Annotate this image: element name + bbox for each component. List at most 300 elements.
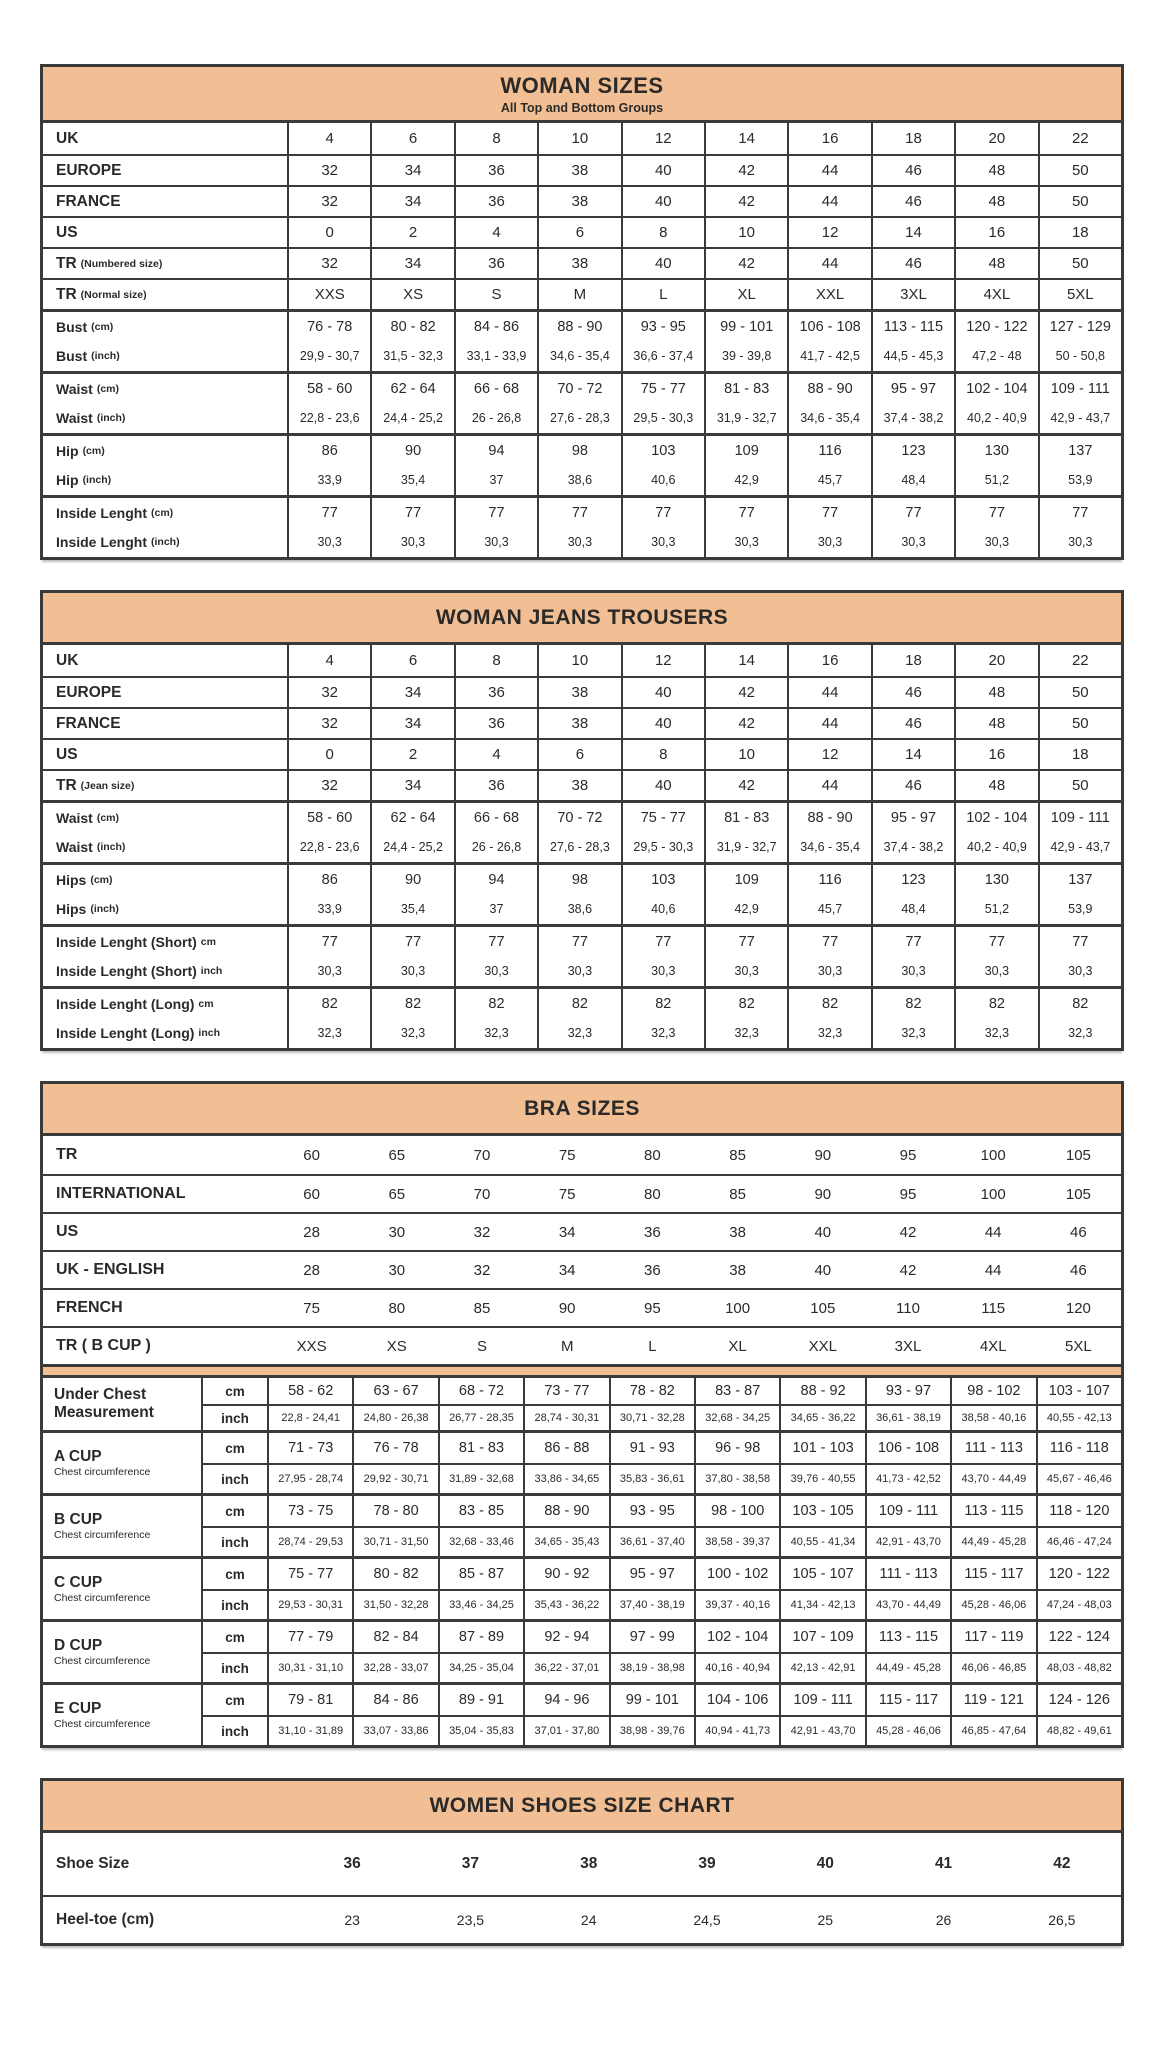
- shoes-header: [43, 1781, 1121, 1833]
- row-label-line: [56, 865, 113, 895]
- shoe-value: 26,5: [1048, 1912, 1076, 1928]
- size-value-pair-cell: [1038, 436, 1121, 495]
- row-label-text: TR: [56, 254, 77, 272]
- value-cm: 66 - 68: [473, 809, 520, 826]
- value-inch: 30,3: [984, 535, 1010, 550]
- size-value-pair-cell: [787, 312, 870, 371]
- bra-size-value: 95: [644, 1299, 661, 1317]
- value-inch: 28,74 - 29,53: [267, 1528, 352, 1556]
- size-value-cell: 12: [621, 645, 704, 676]
- size-value-pair-cell: [787, 865, 870, 924]
- size-value-cell: 4: [454, 218, 537, 247]
- size-value-cell: 6: [370, 645, 453, 676]
- value-inch: 27,6 - 28,3: [550, 411, 610, 426]
- value-cm: 75 - 77: [640, 380, 686, 397]
- value-cm: 76 - 78: [307, 318, 353, 335]
- size-value-pair-cell: [787, 498, 870, 557]
- size-value-cell: 42: [704, 709, 787, 738]
- bra-size-value: 95: [899, 1185, 917, 1203]
- value-inch: 31,10 - 31,89: [267, 1717, 352, 1745]
- cup-label: [43, 1559, 203, 1619]
- row-label-text: TR: [56, 285, 77, 303]
- cup-row: [203, 1404, 1121, 1430]
- bra-size-value: 90: [814, 1185, 832, 1203]
- size-value-cell: 48: [954, 187, 1037, 216]
- size-value-pair-cell: [704, 374, 787, 433]
- size-row: [43, 154, 1121, 185]
- size-value-pair-cell: [787, 927, 870, 986]
- cup-label: [43, 1378, 203, 1430]
- bra-size-value: XXL: [808, 1337, 837, 1355]
- value-inch: 45,28 - 46,06: [865, 1717, 950, 1745]
- size-value-cell: M: [537, 280, 620, 309]
- value-inch: 41,7 - 42,5: [800, 349, 860, 364]
- value-cm: 73 - 75: [267, 1496, 352, 1526]
- size-value-pair-cell: [1038, 803, 1121, 862]
- size-value-cell: 36: [454, 249, 537, 278]
- row-label-line: [56, 895, 119, 925]
- size-value-cell: 38: [537, 709, 620, 738]
- value-inch: 36,22 - 37,01: [523, 1654, 608, 1682]
- value-inch: 30,3: [651, 535, 676, 550]
- value-inch: 31,9 - 32,7: [716, 411, 777, 426]
- shoe-value: 24,5: [693, 1912, 721, 1928]
- value-cm: 81 - 83: [724, 809, 770, 826]
- row-label-text: US: [56, 223, 78, 241]
- size-value-pair-cell: [537, 436, 620, 495]
- size-value-cell: 40: [621, 249, 704, 278]
- value-cm: 102 - 104: [966, 380, 1028, 397]
- value-inch: 45,7: [817, 902, 843, 917]
- row-label-line: [56, 989, 214, 1019]
- value-inch: 36,6 - 37,4: [633, 349, 694, 364]
- size-row-group: [43, 986, 1121, 1048]
- bra-size-value: 30: [388, 1261, 406, 1279]
- size-value-cell: 36: [454, 771, 537, 800]
- bra-size-value: 100: [725, 1299, 751, 1317]
- row-label-text: Inside Lenght (Long): [56, 995, 195, 1012]
- value-cm: 98 - 100: [694, 1496, 779, 1526]
- size-value-pair-cell: [537, 989, 620, 1048]
- value-cm: 109: [734, 442, 759, 459]
- table-bra-sizes: [40, 1081, 1124, 1748]
- value-cm: 98: [571, 442, 588, 459]
- value-inch: 45,7: [817, 473, 843, 488]
- value-inch: 27,95 - 28,74: [267, 1465, 352, 1493]
- size-value-cell: 44: [787, 187, 870, 216]
- value-cm: 62 - 64: [390, 809, 436, 826]
- value-inch: 40,2 - 40,9: [967, 411, 1027, 426]
- size-value-cell: 22: [1038, 645, 1121, 676]
- size-value-cell: 48: [954, 156, 1037, 185]
- row-label-text: Bust: [56, 348, 88, 365]
- size-value-pair-cell: [954, 989, 1037, 1048]
- row-label: [43, 436, 287, 495]
- value-cm: 102 - 104: [966, 809, 1028, 826]
- unit-label: cm: [225, 1383, 245, 1399]
- value-inch: 45,28 - 46,06: [950, 1591, 1035, 1619]
- size-row-group: [43, 433, 1121, 495]
- value-cm: 113 - 115: [950, 1496, 1035, 1526]
- value-inch: 42,13 - 42,91: [779, 1654, 864, 1682]
- size-value-cell: 0: [287, 740, 370, 769]
- row-label-unit: (inch): [96, 412, 126, 425]
- jeans-title: WOMAN JEANS TROUSERS: [435, 605, 729, 629]
- size-row: [43, 216, 1121, 247]
- value-cm: 116: [818, 871, 842, 888]
- value-inch: 32,68 - 34,25: [694, 1406, 779, 1430]
- value-cm: 120 - 122: [1036, 1559, 1121, 1589]
- row-label-unit: (cm): [82, 444, 105, 457]
- value-cm: 94 - 96: [523, 1685, 608, 1715]
- value-cm: 109 - 111: [1050, 809, 1110, 826]
- shoe-value: 23: [344, 1912, 360, 1928]
- value-inch: 35,43 - 36,22: [523, 1591, 608, 1619]
- size-value-pair-cell: [871, 374, 954, 433]
- size-value-cell: 10: [704, 218, 787, 247]
- value-cm: 124 - 126: [1036, 1685, 1121, 1715]
- value-cm: 97 - 99: [609, 1622, 694, 1652]
- row-label: [43, 709, 287, 738]
- unit-label: cm: [225, 1629, 245, 1645]
- row-label-text: Waist: [56, 410, 93, 427]
- size-value-pair-cell: [370, 989, 453, 1048]
- row-label: FRENCH: [56, 1299, 123, 1316]
- size-value-cell: 50: [1038, 187, 1121, 216]
- value-cm: 58 - 60: [307, 380, 353, 397]
- row-label-unit: (inch): [82, 474, 112, 487]
- bra-measurement-groups: [43, 1378, 1121, 1745]
- value-inch: 31,5 - 32,3: [383, 349, 443, 364]
- bra-size-value: 90: [814, 1146, 832, 1164]
- value-inch: 39 - 39,8: [722, 349, 772, 364]
- unit-label: cm: [225, 1692, 245, 1708]
- value-cm: 85 - 87: [438, 1559, 523, 1589]
- value-inch: 32,68 - 33,46: [438, 1528, 523, 1556]
- size-value-pair-cell: [704, 865, 787, 924]
- row-label-unit: (Numbered size): [80, 257, 163, 270]
- bra-size-value: 85: [473, 1299, 491, 1317]
- value-inch: 33,86 - 34,65: [523, 1465, 608, 1493]
- bra-size-value: 95: [899, 1146, 917, 1164]
- shoe-value: 23,5: [456, 1912, 485, 1928]
- value-inch: 42,9 - 43,7: [1050, 411, 1111, 426]
- row-label-unit: (cm): [151, 506, 174, 519]
- value-inch: 31,50 - 32,28: [352, 1591, 437, 1619]
- value-cm: 92 - 94: [523, 1622, 608, 1652]
- bra-size-value: 60: [303, 1146, 320, 1164]
- value-cm: 87 - 89: [438, 1622, 523, 1652]
- value-cm: 77: [738, 504, 755, 521]
- value-cm: 70 - 72: [557, 380, 603, 397]
- bra-size-value: 110: [896, 1299, 920, 1317]
- value-inch: 30,3: [1068, 535, 1093, 550]
- value-inch: 24,4 - 25,2: [383, 840, 443, 855]
- bra-size-value: 75: [558, 1146, 576, 1164]
- value-inch: 53,9: [1068, 902, 1093, 917]
- bra-size-value: XL: [728, 1337, 747, 1355]
- size-value-cell: 36: [454, 156, 537, 185]
- value-cm: 115 - 117: [950, 1559, 1035, 1589]
- size-value-cell: 38: [537, 187, 620, 216]
- cup-label-subtext: Chest circumference: [54, 1655, 151, 1668]
- size-value-pair-cell: [704, 803, 787, 862]
- row-label-text: Waist: [56, 809, 93, 826]
- shoe-value: 25: [817, 1912, 834, 1928]
- value-inch: 38,58 - 39,37: [694, 1528, 779, 1556]
- value-cm: 103: [651, 442, 676, 459]
- row-label: [43, 865, 287, 924]
- value-cm: 123: [901, 871, 926, 888]
- size-row: [43, 247, 1121, 278]
- value-cm: 62 - 64: [390, 380, 436, 397]
- row-label-text: Hip: [56, 442, 79, 459]
- value-inch: 35,83 - 36,61: [609, 1465, 694, 1493]
- value-inch: 50 - 50,8: [1055, 349, 1105, 364]
- size-value-pair-cell: [454, 927, 537, 986]
- bra-size-row: [43, 1212, 1121, 1250]
- row-label-text: Inside Lenght (Short): [56, 963, 197, 980]
- cup-label-text: C CUP: [54, 1573, 103, 1591]
- size-row: [43, 769, 1121, 800]
- bra-size-value: 100: [980, 1146, 1006, 1164]
- size-value-pair-cell: [787, 989, 870, 1048]
- row-label: [43, 678, 287, 707]
- size-value-cell: 46: [871, 249, 954, 278]
- size-value-pair-cell: [704, 989, 787, 1048]
- size-value-cell: 4: [454, 740, 537, 769]
- value-inch: 31,89 - 32,68: [438, 1465, 523, 1493]
- value-inch: 31,9 - 32,7: [716, 840, 777, 855]
- value-inch: 30,3: [817, 964, 843, 979]
- row-label-unit: (cm): [91, 320, 114, 333]
- value-inch: 34,65 - 36,22: [779, 1406, 864, 1430]
- value-cm: 77: [822, 504, 839, 521]
- row-label: Heel-toe (cm): [56, 1911, 155, 1928]
- cup-row: [203, 1685, 1121, 1715]
- cup-label-subtext: Chest circumference: [54, 1718, 151, 1731]
- row-label-unit: cm: [200, 935, 216, 948]
- bra-size-value: 38: [729, 1223, 746, 1241]
- row-label: [43, 123, 287, 154]
- value-cm: 109 - 111: [865, 1496, 950, 1526]
- size-value-cell: XXS: [287, 280, 370, 309]
- value-cm: 94: [488, 871, 505, 888]
- value-inch: 38,6: [567, 473, 593, 488]
- cup-label-subtext: Chest circumference: [54, 1466, 151, 1479]
- size-value-cell: 4XL: [954, 280, 1037, 309]
- size-value-cell: 44: [787, 771, 870, 800]
- size-row: [43, 738, 1121, 769]
- shoe-value: 41: [934, 1855, 953, 1872]
- value-inch: 32,3: [400, 1026, 426, 1041]
- unit-label: inch: [221, 1410, 249, 1426]
- size-value-cell: 14: [871, 218, 954, 247]
- value-cm: 93 - 97: [865, 1378, 950, 1404]
- bra-size-value: 85: [729, 1185, 746, 1203]
- value-cm: 116 - 118: [1036, 1433, 1121, 1463]
- row-label-text: FRANCE: [56, 192, 121, 210]
- row-label-text: Inside Lenght (Long): [56, 1025, 195, 1042]
- value-cm: 84 - 86: [352, 1685, 437, 1715]
- row-label-text: Hips: [56, 901, 87, 918]
- size-row-group: [43, 800, 1121, 862]
- size-value-pair-cell: [1038, 865, 1121, 924]
- value-inch: 37: [489, 473, 504, 488]
- row-label-line: [56, 466, 111, 496]
- shoe-value: 36: [343, 1855, 361, 1872]
- cup-row: [203, 1652, 1121, 1682]
- value-inch: 42,9 - 43,7: [1050, 840, 1111, 855]
- row-label: Shoe Size: [56, 1855, 130, 1872]
- cup-label: [43, 1685, 203, 1745]
- size-value-pair-cell: [871, 312, 954, 371]
- size-value-cell: 38: [537, 678, 620, 707]
- row-label-line: [56, 1019, 220, 1049]
- bra-size-value: XXS: [296, 1337, 327, 1355]
- size-value-cell: 8: [621, 740, 704, 769]
- value-cm: 82: [1072, 995, 1089, 1012]
- size-value-cell: 36: [454, 678, 537, 707]
- size-value-pair-cell: [454, 989, 537, 1048]
- cup-value-rows: [203, 1378, 1121, 1430]
- size-value-pair-cell: [1038, 374, 1121, 433]
- value-cm: 82: [571, 995, 588, 1012]
- value-cm: 77: [1072, 933, 1089, 950]
- value-cm: 77: [321, 504, 338, 521]
- bra-measure-group: [43, 1619, 1121, 1682]
- size-value-cell: 50: [1038, 156, 1121, 185]
- table-women-shoes: [40, 1778, 1124, 1946]
- size-value-cell: 6: [537, 218, 620, 247]
- value-cm: 70 - 72: [557, 809, 603, 826]
- size-value-cell: 2: [370, 740, 453, 769]
- cup-row: [203, 1463, 1121, 1493]
- value-inch: 42,9: [734, 473, 759, 488]
- row-label-unit: (cm): [90, 873, 113, 886]
- value-inch: 51,2: [984, 473, 1010, 488]
- value-cm: 109 - 111: [779, 1685, 864, 1715]
- value-cm: 78 - 80: [352, 1496, 437, 1526]
- value-inch: 47,2 - 48: [972, 349, 1022, 364]
- value-cm: 82: [655, 995, 672, 1012]
- value-inch: 36,61 - 38,19: [865, 1406, 950, 1430]
- size-value-cell: 42: [704, 249, 787, 278]
- value-cm: 95 - 97: [609, 1559, 694, 1589]
- size-value-cell: 44: [787, 249, 870, 278]
- row-label-line: [56, 833, 125, 863]
- value-cm: 93 - 95: [640, 318, 686, 335]
- bra-measure-group: [43, 1493, 1121, 1556]
- size-value-pair-cell: [287, 865, 370, 924]
- value-cm: 77: [738, 933, 755, 950]
- cup-value-rows: [203, 1496, 1121, 1556]
- size-value-pair-cell: [454, 374, 537, 433]
- bra-size-row: [43, 1136, 1121, 1174]
- value-inch: 48,4: [901, 473, 926, 488]
- value-inch: 43,70 - 44,49: [865, 1591, 950, 1619]
- value-inch: 30,3: [651, 964, 676, 979]
- size-value-cell: 18: [1038, 218, 1121, 247]
- row-label-unit: (inch): [96, 841, 126, 854]
- value-inch: 32,3: [901, 1026, 926, 1041]
- size-value-cell: 46: [871, 678, 954, 707]
- value-cm: 58 - 60: [307, 809, 353, 826]
- value-inch: 47,24 - 48,03: [1036, 1591, 1121, 1619]
- size-value-cell: 46: [871, 771, 954, 800]
- bra-measure-group: [43, 1430, 1121, 1493]
- value-cm: 95 - 97: [890, 809, 937, 826]
- row-label: [43, 803, 287, 862]
- row-label-unit: cm: [198, 997, 214, 1010]
- row-label: TR ( B CUP ): [56, 1337, 151, 1354]
- bra-size-value: 40: [814, 1223, 832, 1241]
- value-inch: 34,6 - 35,4: [800, 840, 860, 855]
- size-value-pair-cell: [287, 312, 370, 371]
- size-value-cell: 18: [871, 123, 954, 154]
- row-label-text: Waist: [56, 839, 93, 856]
- value-cm: 127 - 129: [1049, 318, 1111, 335]
- value-inch: 30,3: [734, 535, 759, 550]
- woman-sizes-header: [43, 67, 1121, 123]
- size-value-cell: 38: [537, 249, 620, 278]
- row-label-text: Hips: [56, 871, 87, 888]
- value-cm: 82: [822, 995, 839, 1012]
- size-value-pair-cell: [370, 498, 453, 557]
- size-value-cell: 22: [1038, 123, 1121, 154]
- size-value-pair-cell: [537, 312, 620, 371]
- bra-size-value: 115: [981, 1299, 1006, 1317]
- value-cm: 88 - 90: [807, 380, 853, 397]
- row-label: TR: [56, 1146, 78, 1163]
- value-inch: 42,91 - 43,70: [779, 1717, 864, 1745]
- shoe-value: 24: [580, 1912, 597, 1928]
- bra-size-value: 105: [810, 1299, 836, 1317]
- cup-label-subtext: Chest circumference: [54, 1529, 151, 1542]
- value-cm: 77: [321, 933, 338, 950]
- cup-label-subtext: Chest circumference: [54, 1592, 151, 1605]
- row-label-unit: (Jean size): [80, 779, 135, 792]
- bra-size-value: 32: [473, 1261, 491, 1279]
- size-value-cell: 2: [370, 218, 453, 247]
- value-inch: 44,49 - 45,28: [950, 1528, 1035, 1556]
- bra-size-value: 3XL: [894, 1337, 922, 1355]
- unit-label: inch: [221, 1660, 249, 1676]
- shoe-value: 37: [461, 1855, 480, 1872]
- value-cm: 115 - 117: [865, 1685, 950, 1715]
- row-label-unit: (inch): [90, 903, 119, 916]
- value-inch: 48,4: [901, 902, 926, 917]
- value-inch: 41,73 - 42,52: [865, 1465, 950, 1493]
- value-cm: 75 - 77: [640, 809, 686, 826]
- bra-measure-group: [43, 1556, 1121, 1619]
- bra-size-value: 80: [644, 1185, 661, 1203]
- cup-row: [203, 1433, 1121, 1463]
- cup-label: [43, 1622, 203, 1682]
- value-inch: 35,4: [400, 473, 426, 488]
- value-inch: 27,6 - 28,3: [550, 840, 610, 855]
- value-inch: 38,58 - 40,16: [950, 1406, 1035, 1430]
- value-cm: 82: [488, 995, 505, 1012]
- value-inch: 33,1 - 33,9: [466, 349, 527, 364]
- value-cm: 130: [984, 871, 1009, 888]
- value-inch: 30,3: [317, 535, 342, 550]
- size-value-cell: 20: [954, 123, 1037, 154]
- bra-size-value: 46: [1070, 1223, 1087, 1241]
- value-inch: 42,91 - 43,70: [865, 1528, 950, 1556]
- value-cm: 103 - 105: [779, 1496, 864, 1526]
- unit-label: cm: [225, 1503, 245, 1519]
